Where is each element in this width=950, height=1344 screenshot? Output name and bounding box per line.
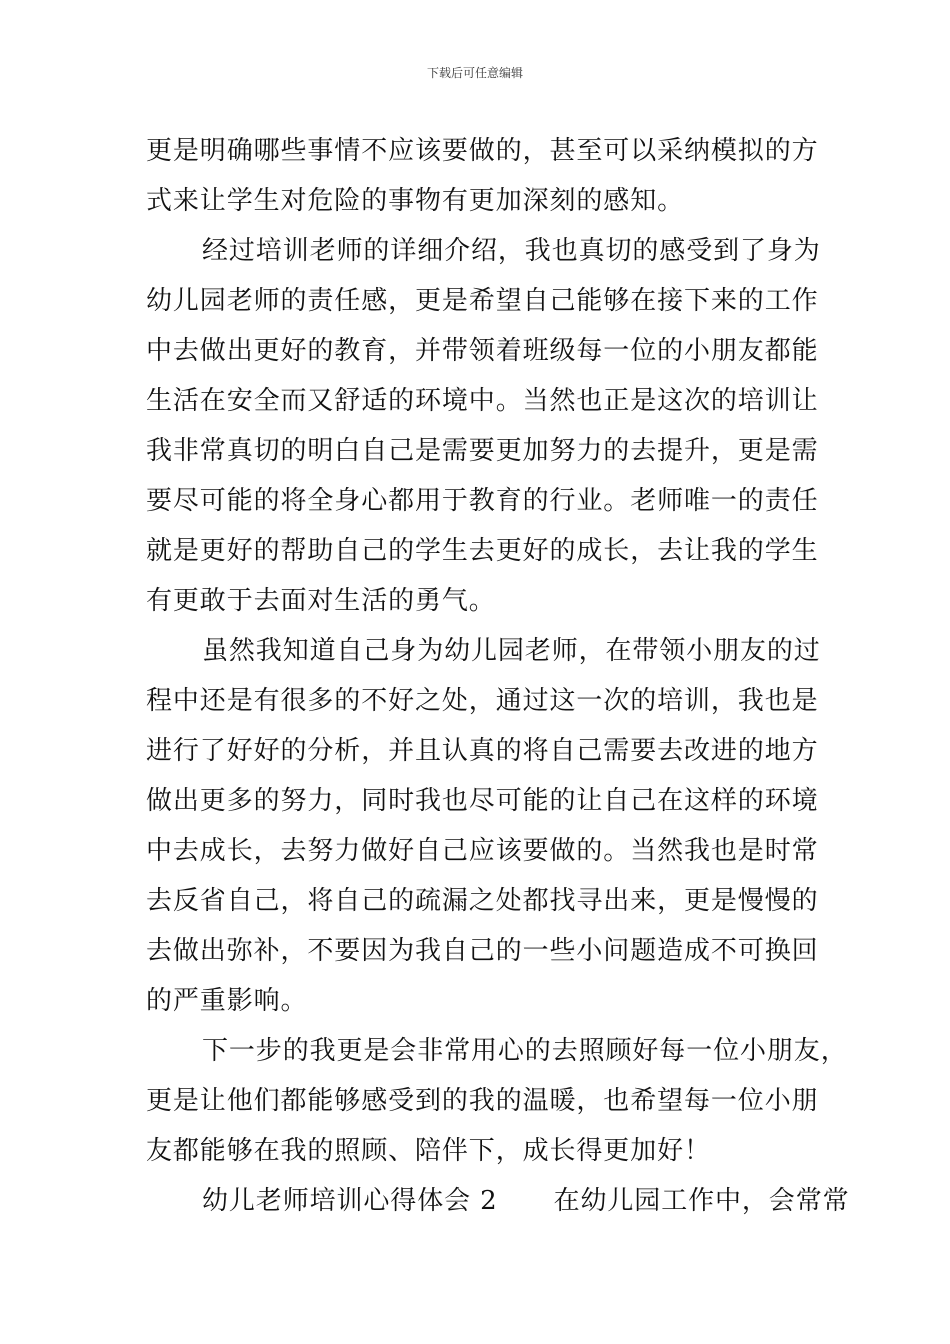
body-text: [146, 126, 850, 1226]
paragraph-start-line: 下一步的我更是会非常用心的去照顾好每一位小朋友，: [202, 1036, 848, 1066]
text-line: 程中还是有很多的不好之处，通过这一次的培训，我也是: [146, 686, 819, 716]
text-line: 要尽可能的将全身心都用于教育的行业。老师唯一的责任: [146, 486, 819, 516]
text-line: 更是明确哪些事情不应该要做的，甚至可以采纳模拟的方: [146, 136, 819, 166]
section-heading-line: [146, 1176, 850, 1226]
text-line: 生活在安全而又舒适的环境中。当然也正是这次的培训让: [146, 386, 819, 416]
section-continuation: 在幼儿园工作中，会常常: [553, 1186, 850, 1216]
paragraph-start-line: 虽然我知道自己身为幼儿园老师，在带领小朋友的过: [202, 636, 821, 666]
text-line: 去做出弥补，不要因为我自己的一些小问题造成不可换回: [146, 936, 819, 966]
text-line: 进行了好好的分析，并且认真的将自己需要去改进的地方: [146, 736, 819, 766]
text-line: 去反省自己，将自己的疏漏之处都找寻出来，更是慢慢的: [146, 886, 819, 916]
text-line: 幼儿园老师的责任感，更是希望自己能够在接下来的工作: [146, 286, 819, 316]
paragraph-start-line: 经过培训老师的详细介绍，我也真切的感受到了身为: [202, 236, 821, 266]
text-line: 做出更多的努力，同时我也尽可能的让自己在这样的环境: [146, 786, 819, 816]
text-line: 有更敢于去面对生活的勇气。: [146, 586, 496, 616]
text-line: 式来让学生对危险的事物有更加深刻的感知。: [146, 186, 685, 216]
text-line: 友都能够在我的照顾、陪伴下，成长得更加好！: [146, 1136, 711, 1166]
text-line: 中去做出更好的教育，并带领着班级每一位的小朋友都能: [146, 336, 819, 366]
text-line: 就是更好的帮助自己的学生去更好的成长，去让我的学生: [146, 536, 819, 566]
text-line: 更是让他们都能够感受到的我的温暖，也希望每一位小朋: [146, 1086, 819, 1116]
text-line: 中去成长，去努力做好自己应该要做的。当然我也是时常: [146, 836, 819, 866]
section-heading: 幼儿老师培训心得体会 2: [202, 1186, 498, 1216]
text-line: 的严重影响。: [146, 986, 308, 1016]
page-header: 下载后可任意编辑: [426, 66, 523, 80]
text-line: 我非常真切的明白自己是需要更加努力的去提升，更是需: [146, 436, 819, 466]
